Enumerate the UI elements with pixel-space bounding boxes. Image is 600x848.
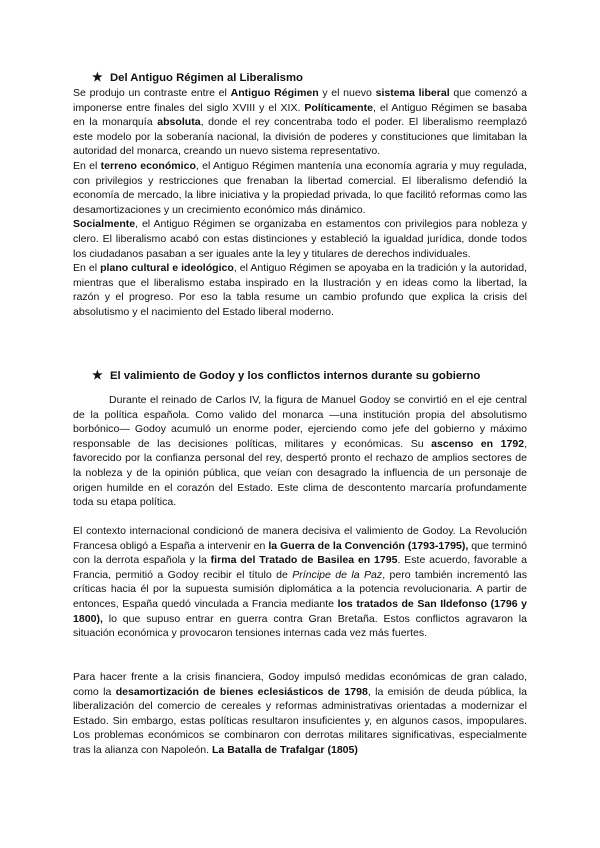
text: En el bbox=[73, 262, 101, 275]
text: que comenzó a imponerse entre finales del siglo XVIII y el XIX. bbox=[73, 87, 527, 114]
paragraph bbox=[73, 524, 527, 641]
text: , el Antiguo Régimen mantenía una economía agraria y muy regulada, con privilegios y restricciones que frenaban la libertad comercial. El liberalismo defendió la economía de mercado, la libre iniciativa y la propiedad privada, lo que facilitó reformas como las desamortizaciones y un crecimiento económico más dinámico. bbox=[73, 159, 527, 216]
text: En el bbox=[73, 159, 101, 172]
section-heading-godoy bbox=[92, 368, 480, 384]
section-body-godoy-3 bbox=[73, 670, 527, 758]
section-title: Del Antiguo Régimen al Liberalismo bbox=[110, 72, 303, 84]
text: y el nuevo bbox=[318, 87, 376, 99]
bold-text: Socialmente bbox=[73, 218, 136, 231]
star-bullet-icon: ★ bbox=[92, 70, 103, 84]
text: , el Antiguo Régimen se basaba en la monarquía bbox=[73, 101, 527, 129]
bold-text: ascenso en 1792 bbox=[431, 437, 525, 450]
text: El contexto internacional condicionó de manera decisiva el valimiento de Godoy. La Revolución Francesa obligó a España a intervenir en bbox=[73, 525, 527, 552]
text: , donde el rey concentraba todo el poder. El liberalismo reemplazó este modelo por la soberanía nacional, la división de poderes y constituciones que limitaban la autoridad del monarca, creando un nuevo sistema representativo. bbox=[73, 116, 528, 158]
section-body-godoy-2 bbox=[73, 524, 527, 641]
bold-text: Antiguo Régimen bbox=[230, 87, 319, 99]
bold-text: terreno económico bbox=[100, 159, 196, 172]
text: que terminó con la derrota española y la bbox=[73, 539, 527, 567]
text: Durante el reinado de Carlos IV, la figura de Manuel Godoy se convirtió en el eje central de la política española. Como valido del monarca —una institución propia del absolutismo borbónico— Godoy acumuló un enorme poder, ejerciendo como jefe del gobierno y máximo responsable de las decisiones políticas, militares y económicas. Su bbox=[73, 394, 527, 450]
bold-text: los tratados de San Ildefonso (1796 y 1800), bbox=[73, 597, 527, 625]
section-body-liberalismo bbox=[73, 86, 527, 320]
text: , pero también incrementó las críticas hacia él por la supuesta sumisión diplomática a la potencia revolucionaria. A partir de entonces, España quedó vinculada a Francia mediante bbox=[73, 568, 527, 610]
text: , el Antiguo Régimen se organizaba en estamentos con privilegios para nobleza y clero. El liberalismo acabó con estas distinciones y estableció la igualdad jurídica, donde todos los ciudadanos pasaban a ser iguales ante la ley y titulares de derechos individuales. bbox=[73, 218, 527, 260]
italic-text: Príncipe de la Paz bbox=[292, 568, 383, 581]
paragraph bbox=[73, 670, 527, 758]
star-bullet-icon: ★ bbox=[92, 368, 103, 382]
paragraph bbox=[73, 217, 527, 261]
paragraph bbox=[73, 393, 527, 510]
section-heading-liberalismo bbox=[92, 70, 303, 86]
bold-text: absoluta bbox=[157, 116, 201, 129]
bold-text: sistema liberal bbox=[375, 87, 450, 99]
bold-text: La Batalla de Trafalgar (1805) bbox=[211, 743, 358, 756]
section-title: El valimiento de Godoy y los conflictos internos durante su gobierno bbox=[110, 370, 481, 382]
text: , la emisión de deuda pública, la liberalización del comercio de cereales y reformas administrativas orientadas a modernizar el Estado. Sin embargo, estas políticas resultaron insuficientes y, en algunos casos, impopulares. Los problemas económicos se combinaron con derrotas militares significativas, especialmente tras la alianza con Napoleón. bbox=[73, 685, 528, 756]
paragraph bbox=[73, 86, 527, 159]
paragraph bbox=[73, 261, 527, 319]
bold-text: Políticamente bbox=[304, 101, 373, 114]
text: lo que supuso entrar en guerra contra Gran Bretaña. Estos conflictos agravaron la situación económica y provocaron tensiones internas cada vez más fuertes. bbox=[73, 612, 527, 640]
text: Para hacer frente a la crisis financiera, Godoy impulsó medidas económicas de gran calado, como la bbox=[73, 671, 527, 698]
paragraph bbox=[73, 159, 527, 217]
text: , favorecido por la confianza personal del rey, despertó pronto el rechazo de amplios sectores de la nobleza y de la opinión pública, que veían con desagrado la influencia de un personaje de origen humilde en el corazón del Estado. Este clima de descontento marcaría profundamente toda su etapa política. bbox=[73, 437, 527, 509]
text: Se produjo un contraste entre el bbox=[73, 87, 231, 99]
text: , el Antiguo Régimen se apoyaba en la tradición y la autoridad, mientras que el liberalismo estaba inspirado en la Ilustración y en ideas como la libertad, la razón y el progreso. Por eso la tabla resume un cambio profundo que explica la crisis del absolutismo y el nacimiento del Estado liberal moderno. bbox=[73, 262, 527, 318]
bold-text: plano cultural e ideológico bbox=[100, 262, 234, 275]
bold-text: desamortización de bienes eclesiásticos de 1798 bbox=[115, 685, 368, 698]
section-body-godoy bbox=[73, 393, 527, 510]
text: . Este acuerdo, favorable a Francia, permitió a Godoy recibir el título de bbox=[73, 554, 527, 581]
bold-text: firma del Tratado de Basilea en 1795 bbox=[210, 554, 398, 567]
bold-text: la Guerra de la Convención (1793-1795), bbox=[268, 539, 469, 552]
